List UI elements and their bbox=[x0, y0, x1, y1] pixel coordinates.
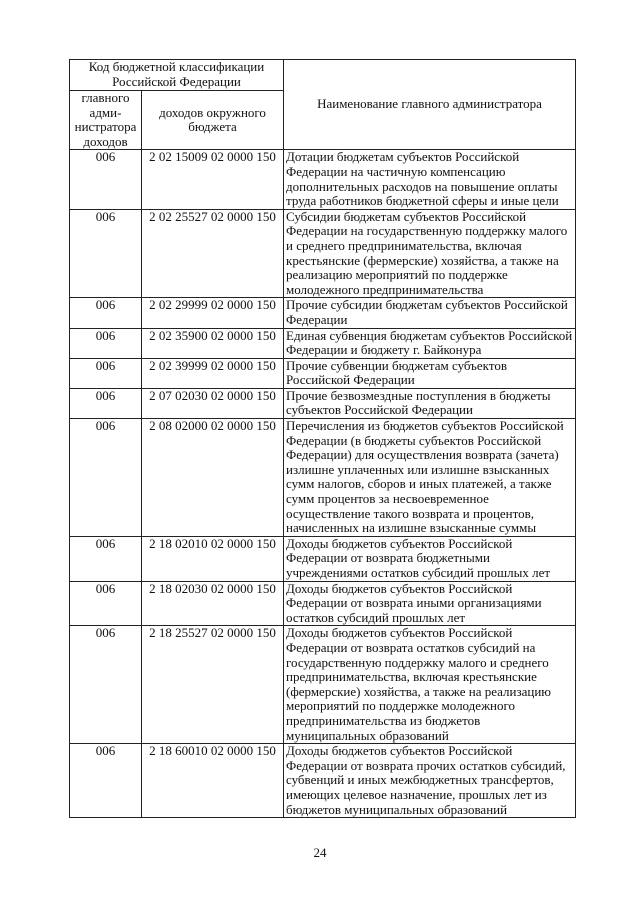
income-code-cell: 2 07 02030 02 0000 150 bbox=[142, 388, 284, 418]
header-classification-code: Код бюджетной классификации Российской Федерации bbox=[70, 60, 284, 91]
administrator-name-cell: Доходы бюджетов субъектов Российской Федерации от возврата остатков субсидий на государственную поддержку малого и среднего предпринимательства, включая крестьянские (фермерские) хозяйства, а также на реализацию мероприятий по поддержке молодежного предпринимательства из бюджетов муниципальных образований bbox=[284, 626, 576, 744]
income-code-cell: 2 02 25527 02 0000 150 bbox=[142, 209, 284, 298]
table-row bbox=[70, 328, 576, 358]
admin-code-cell: 006 bbox=[70, 581, 142, 626]
table-row bbox=[70, 419, 576, 537]
income-code-cell: 2 18 60010 02 0000 150 bbox=[142, 744, 284, 818]
income-code-cell: 2 02 29999 02 0000 150 bbox=[142, 298, 284, 328]
table-row bbox=[70, 581, 576, 626]
administrator-name-cell: Доходы бюджетов субъектов Российской Федерации от возврата иными организациями остатков субсидий прошлых лет bbox=[284, 581, 576, 626]
income-code-cell: 2 18 02030 02 0000 150 bbox=[142, 581, 284, 626]
header-administrator-name: Наименование главного администратора bbox=[284, 60, 576, 150]
header-row-group bbox=[70, 60, 576, 91]
admin-code-cell: 006 bbox=[70, 388, 142, 418]
income-code-cell: 2 08 02000 02 0000 150 bbox=[142, 419, 284, 537]
table-row bbox=[70, 744, 576, 818]
table-row bbox=[70, 388, 576, 418]
admin-code-cell: 006 bbox=[70, 536, 142, 581]
admin-code-cell: 006 bbox=[70, 328, 142, 358]
table-row bbox=[70, 209, 576, 298]
table-row bbox=[70, 536, 576, 581]
admin-code-cell: 006 bbox=[70, 358, 142, 388]
administrator-name-cell: Прочие субсидии бюджетам субъектов Российской Федерации bbox=[284, 298, 576, 328]
administrator-name-cell: Дотации бюджетам субъектов Российской Федерации на частичную компенсацию дополнительных расходов на повышение оплаты труда работников бюджетной сферы и иные цели bbox=[284, 150, 576, 209]
table-row bbox=[70, 150, 576, 209]
administrator-name-cell: Прочие безвозмездные поступления в бюджеты субъектов Российской Федерации bbox=[284, 388, 576, 418]
table-row bbox=[70, 358, 576, 388]
header-admin-code: главного адми-нистратора доходов bbox=[70, 91, 142, 150]
administrator-name-cell: Субсидии бюджетам субъектов Российской Федерации на государственную поддержку малого и среднего предпринимательства, включая крестьянские (фермерские) хозяйства, а также на реализацию мероприятий по поддержке молодежного предпринимательства bbox=[284, 209, 576, 298]
administrator-name-cell: Прочие субвенции бюджетам субъектов Российской Федерации bbox=[284, 358, 576, 388]
admin-code-cell: 006 bbox=[70, 744, 142, 818]
budget-classification-table bbox=[69, 59, 576, 818]
admin-code-cell: 006 bbox=[70, 298, 142, 328]
administrator-name-cell: Доходы бюджетов субъектов Российской Федерации от возврата бюджетными учреждениями остатков субсидий прошлых лет bbox=[284, 536, 576, 581]
income-code-cell: 2 02 35900 02 0000 150 bbox=[142, 328, 284, 358]
page-number: 24 bbox=[313, 845, 327, 860]
income-code-cell: 2 02 39999 02 0000 150 bbox=[142, 358, 284, 388]
income-code-cell: 2 02 15009 02 0000 150 bbox=[142, 150, 284, 209]
admin-code-cell: 006 bbox=[70, 419, 142, 537]
administrator-name-cell: Доходы бюджетов субъектов Российской Федерации от возврата прочих остатков субсидий, субвенций и иных межбюджетных трансфертов, имеющих целевое назначение, прошлых лет из бюджетов муниципальных образований bbox=[284, 744, 576, 818]
admin-code-cell: 006 bbox=[70, 150, 142, 209]
income-code-cell: 2 18 25527 02 0000 150 bbox=[142, 626, 284, 744]
table-body bbox=[70, 150, 576, 818]
admin-code-cell: 006 bbox=[70, 209, 142, 298]
table-row bbox=[70, 298, 576, 328]
administrator-name-cell: Единая субвенция бюджетам субъектов Российской Федерации и бюджету г. Байконура bbox=[284, 328, 576, 358]
admin-code-cell: 006 bbox=[70, 626, 142, 744]
administrator-name-cell: Перечисления из бюджетов субъектов Российской Федерации (в бюджеты субъектов Российской Федерации) для осуществления возврата (зачета) излишне уплаченных или излишне взысканных сумм налогов, сборов и иных платежей, а также сумм процентов за несвоевременное осуществление такого возврата и процентов, начисленных на излишне взысканные суммы bbox=[284, 419, 576, 537]
table-row bbox=[70, 626, 576, 744]
income-code-cell: 2 18 02010 02 0000 150 bbox=[142, 536, 284, 581]
header-income-code: доходов окружного бюджета bbox=[142, 91, 284, 150]
